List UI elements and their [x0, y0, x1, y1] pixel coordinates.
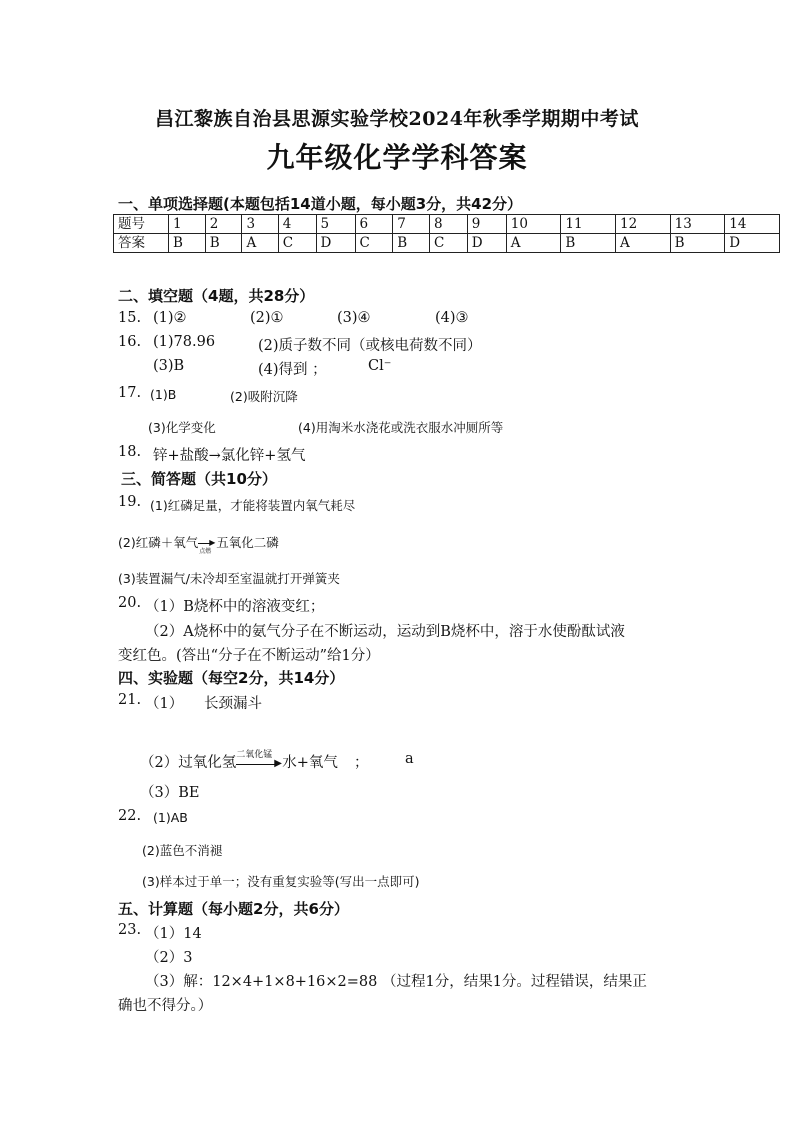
table-cell: C [355, 234, 393, 253]
table-cell: 6 [355, 215, 393, 234]
section1-heading: 一、单项选择题(本题包括14道小题，每小题3分，共42分） [118, 195, 523, 213]
section5-heading: 五、计算题（每小题2分，共6分） [118, 900, 349, 918]
section4-heading: 四、实验题（每空2分，共14分） [118, 669, 345, 687]
table-header-number: 题号 [114, 215, 169, 234]
q22-answer-1: (1)AB [153, 810, 188, 825]
section2-heading: 二、填空题（4题，共28分） [118, 287, 315, 305]
q19-answer-2 [118, 533, 279, 555]
table-cell: C [430, 234, 468, 253]
table-cell: D [725, 234, 780, 253]
q19-answer-1: (1)红磷足量，才能将装置内氧气耗尽 [150, 498, 356, 513]
q20-answer-2: （2）A烧杯中的氨气分子在不断运动，运动到B烧杯中，溶于水使酚酞试液 [145, 624, 625, 640]
table-row-numbers [114, 215, 780, 234]
table-cell: 3 [242, 215, 278, 234]
q16-answer-5: Cl⁻ [368, 358, 392, 374]
q21-answer-2-reactant: （2）过氧化氢 [140, 755, 237, 771]
q19-number: 19. [118, 494, 142, 510]
q23-number: 23. [118, 922, 142, 938]
table-cell: 5 [316, 215, 355, 234]
q21-answer-3: （3）BE [140, 785, 200, 801]
table-cell: D [316, 234, 355, 253]
table-cell: 11 [561, 215, 616, 234]
q21-separator: ； [354, 755, 369, 771]
table-cell: A [506, 234, 561, 253]
q21-answer-2 [140, 751, 338, 772]
q18-answer: 锌+盐酸→氯化锌+氢气 [153, 448, 306, 464]
answer-table [113, 214, 780, 253]
q15-answer-2: (2)① [250, 310, 284, 326]
q19-answer-2-product: 五氧化二磷 [216, 535, 279, 550]
reaction-condition: 点燃 [199, 547, 212, 555]
table-cell: 1 [169, 215, 206, 234]
q16-answer-2: (2)质子数不同（或核电荷数不同） [258, 338, 482, 354]
q16-answer-1: (1)78.96 [153, 334, 216, 350]
q17-answer-2: (2)吸附沉降 [230, 389, 298, 404]
table-cell: 9 [467, 215, 506, 234]
q19-answer-3: (3)装置漏气/未冷却至室温就打开弹簧夹 [118, 571, 340, 586]
table-header-answer: 答案 [114, 234, 169, 253]
table-cell: A [242, 234, 278, 253]
answer-key-title: 九年级化学学科答案 [266, 141, 528, 174]
table-cell: B [393, 234, 430, 253]
table-row-answers [114, 234, 780, 253]
table-cell: 13 [670, 215, 725, 234]
q16-number: 16. [118, 334, 142, 350]
q16-answer-4: (4)得到 ； [258, 362, 327, 378]
q18-number: 18. [118, 444, 142, 460]
q23-answer-3-cont: 确也不得分。） [118, 998, 213, 1014]
table-cell: 10 [506, 215, 561, 234]
q21-answer-1-label: （1） [145, 696, 184, 712]
q19-answer-2-reactants: (2)红磷＋氧气 [118, 535, 199, 550]
q15-answer-4: (4)③ [435, 310, 469, 326]
q23-answer-2: （2）3 [145, 950, 193, 966]
q17-number: 17. [118, 385, 142, 401]
q21-number: 21. [118, 692, 142, 708]
table-cell: 14 [725, 215, 780, 234]
table-cell: B [205, 234, 242, 253]
q15-answer-1: (1)② [153, 310, 187, 326]
table-cell: D [467, 234, 506, 253]
q17-answer-1: (1)B [150, 387, 177, 402]
reaction-arrow-icon: 二氧化锰 ▶ [236, 756, 282, 770]
table-cell: B [561, 234, 616, 253]
catalyst-label: 二氧化锰 [236, 750, 273, 760]
table-cell: B [169, 234, 206, 253]
q20-answer-2-cont: 变红色。(答出“分子在不断运动”给1分） [118, 648, 380, 664]
table-cell: B [670, 234, 725, 253]
q22-number: 22. [118, 808, 142, 824]
table-cell: 4 [278, 215, 316, 234]
exam-title: 昌江黎族自治县思源实验学校2024年秋季学期期中考试 [155, 108, 639, 130]
q21-answer-1: 长颈漏斗 [204, 696, 262, 712]
q17-answer-4: (4)用淘米水浇花或洗衣服水冲厕所等 [298, 420, 504, 435]
q23-answer-3: （3）解：12×4+1×8+16×2=88 （过程1分，结果1分。过程错误，结果正 [145, 974, 647, 990]
section3-heading: 三、简答题（共10分） [121, 470, 277, 488]
table-cell: 8 [430, 215, 468, 234]
q15-answer-3: (3)④ [337, 310, 371, 326]
q23-answer-1: （1）14 [145, 926, 202, 942]
table-cell: 7 [393, 215, 430, 234]
q21-answer-2-extra: a [405, 751, 414, 767]
table-cell: 12 [616, 215, 671, 234]
table-cell: A [616, 234, 671, 253]
table-cell: 2 [205, 215, 242, 234]
q17-answer-3: (3)化学变化 [148, 420, 216, 435]
reaction-arrow-icon: ▶ 点燃 [199, 537, 216, 555]
q22-answer-3: (3)样本过于单一；没有重复实验等(写出一点即可) [142, 874, 420, 889]
q15-number: 15. [118, 310, 142, 326]
table-cell: C [278, 234, 316, 253]
q21-answer-2-products: 水+氧气 [282, 755, 338, 771]
q22-answer-2: (2)蓝色不消褪 [142, 843, 223, 858]
q20-number: 20. [118, 595, 142, 611]
q20-answer-1: （1）B烧杯中的溶液变红； [145, 599, 325, 615]
q16-answer-3: (3)B [153, 358, 185, 374]
